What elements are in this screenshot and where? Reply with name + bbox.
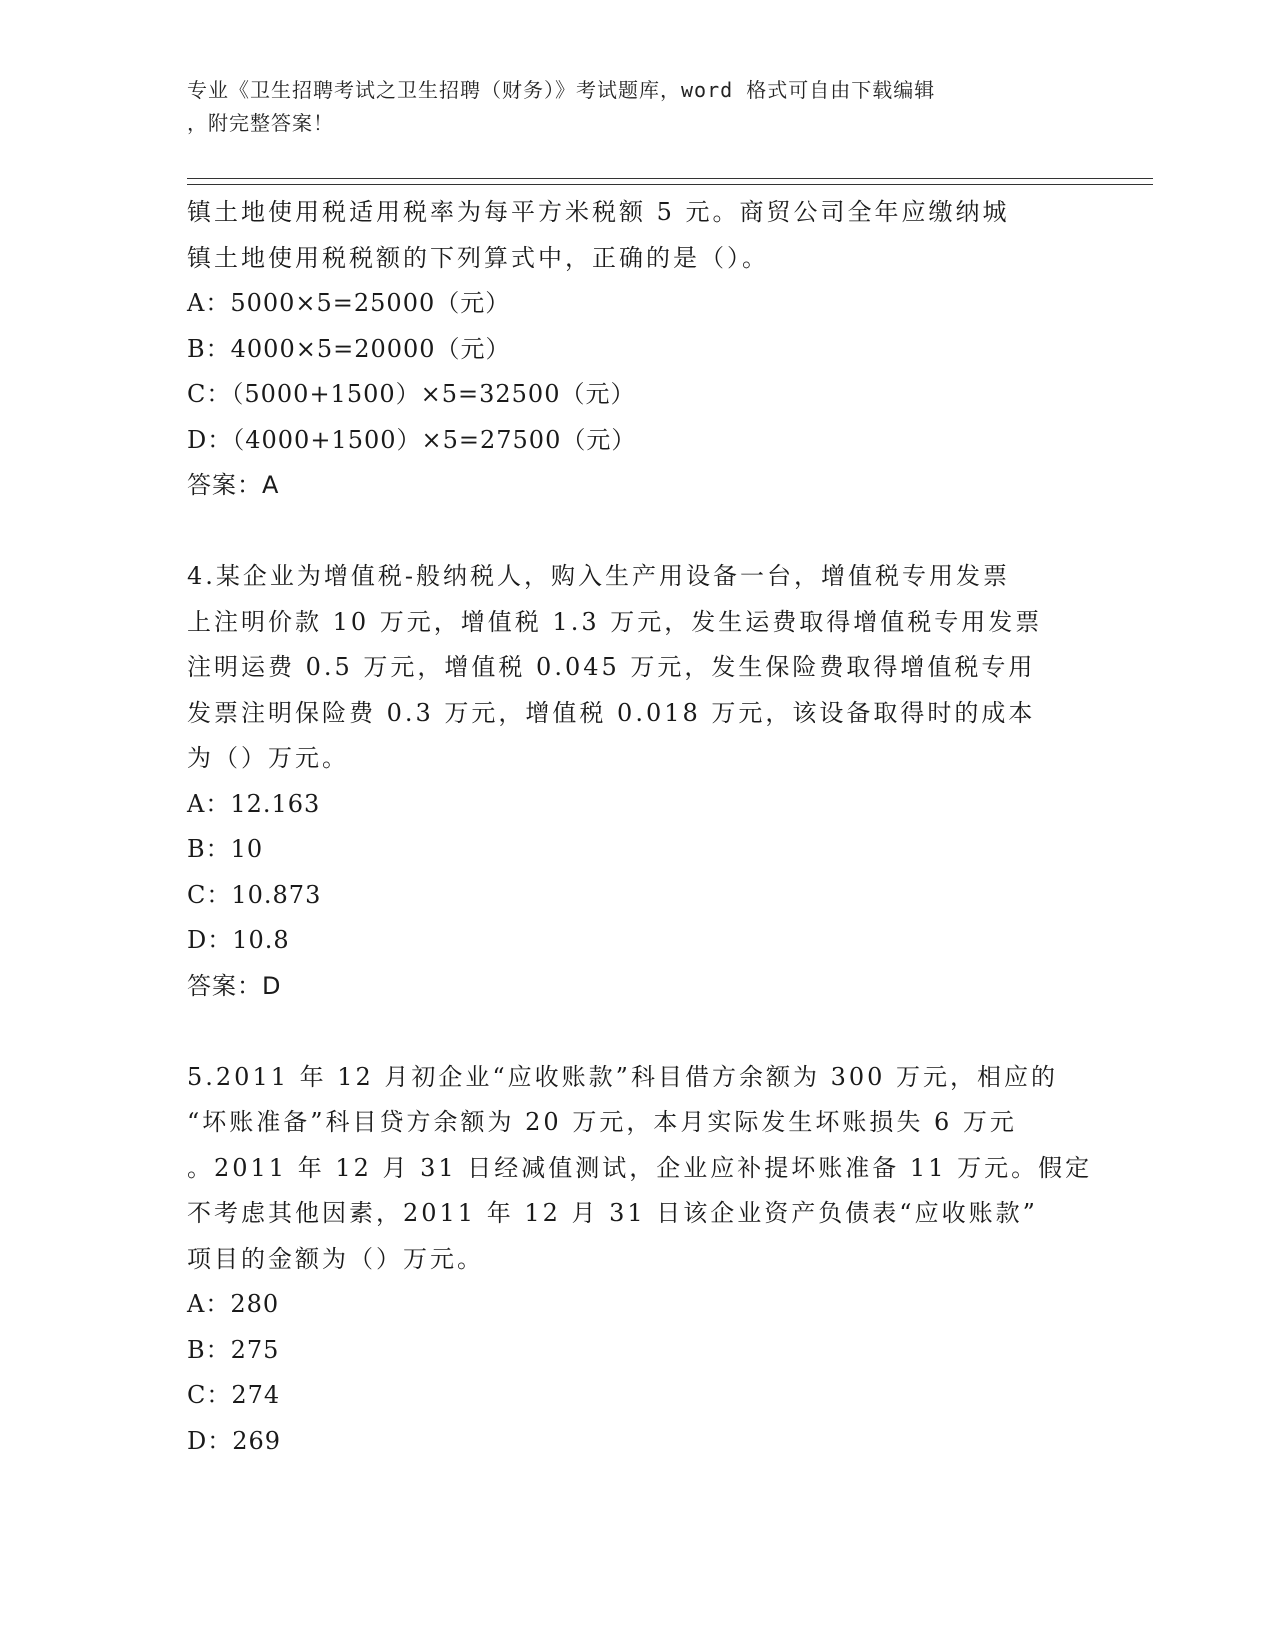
answer-line: 答案：A — [187, 471, 280, 499]
question-stem-line: 镇土地使用税适用税率为每平方米税额 5 元。商贸公司全年应缴纳城 — [187, 198, 1010, 226]
option-a: A：5000×5=25000（元） — [187, 289, 511, 317]
question-stem-line: 不考虑其他因素，2011 年 12 月 31 日该企业资产负债表“应收账款” — [187, 1199, 1038, 1227]
question-stem-line: 发票注明保险费 0.3 万元，增值税 0.018 万元，该设备取得时的成本 — [187, 698, 1036, 727]
document-header — [187, 74, 1067, 140]
question-3 — [187, 190, 1087, 509]
question-4 — [187, 554, 1087, 1009]
option-d: D：269 — [187, 1426, 282, 1455]
question-stem-line: 。2011 年 12 月 31 日经减值测试，企业应补提坏账准备 11 万元。假定 — [187, 1153, 1093, 1182]
option-c: C：10.873 — [187, 880, 322, 909]
option-a: A：12.163 — [187, 789, 321, 818]
question-stem-line: “坏账准备”科目贷方余额为 20 万元，本月实际发生坏账损失 6 万元 — [187, 1108, 1017, 1136]
question-stem-line: 项目的金额为（）万元。 — [187, 1244, 484, 1273]
option-d: D：（4000+1500）×5=27500（元） — [187, 425, 637, 454]
option-d: D：10.8 — [187, 926, 290, 954]
question-stem-line: 为（）万元。 — [187, 744, 349, 772]
question-5 — [187, 1055, 1093, 1465]
option-b: B：4000×5=20000（元） — [187, 334, 511, 363]
question-stem-line: 镇土地使用税税额的下列算式中，正确的是（）。 — [187, 243, 769, 272]
spacer — [187, 509, 1087, 555]
question-list — [187, 190, 1093, 1464]
question-stem-line: 5.2011 年 12 月初企业“应收账款”科目借方余额为 300 万元，相应的 — [187, 1062, 1059, 1091]
question-stem-line: 注明运费 0.5 万元，增值税 0.045 万元，发生保险费取得增值税专用 — [187, 653, 1036, 681]
answer-line: 答案：D — [187, 971, 282, 1000]
option-c: C：274 — [187, 1381, 281, 1409]
question-stem-line: 4.某企业为增值税-般纳税人，购入生产用设备一台，增值税专用发票 — [187, 562, 1011, 590]
header-line-1: 专业《卫生招聘考试之卫生招聘（财务）》考试题库，word 格式可自由下载编辑 — [187, 78, 936, 102]
option-c: C：（5000+1500）×5=32500（元） — [187, 380, 636, 408]
spacer — [187, 1009, 1087, 1055]
header-line-2: ，附完整答案！ — [187, 111, 334, 135]
option-a: A：280 — [187, 1290, 280, 1318]
header-divider-top — [187, 178, 1153, 179]
header-divider-bottom — [187, 184, 1153, 185]
option-b: B：275 — [187, 1335, 280, 1364]
question-stem-line: 上注明价款 10 万元，增值税 1.3 万元，发生运费取得增值税专用发票 — [187, 607, 1043, 636]
option-b: B：10 — [187, 835, 264, 863]
